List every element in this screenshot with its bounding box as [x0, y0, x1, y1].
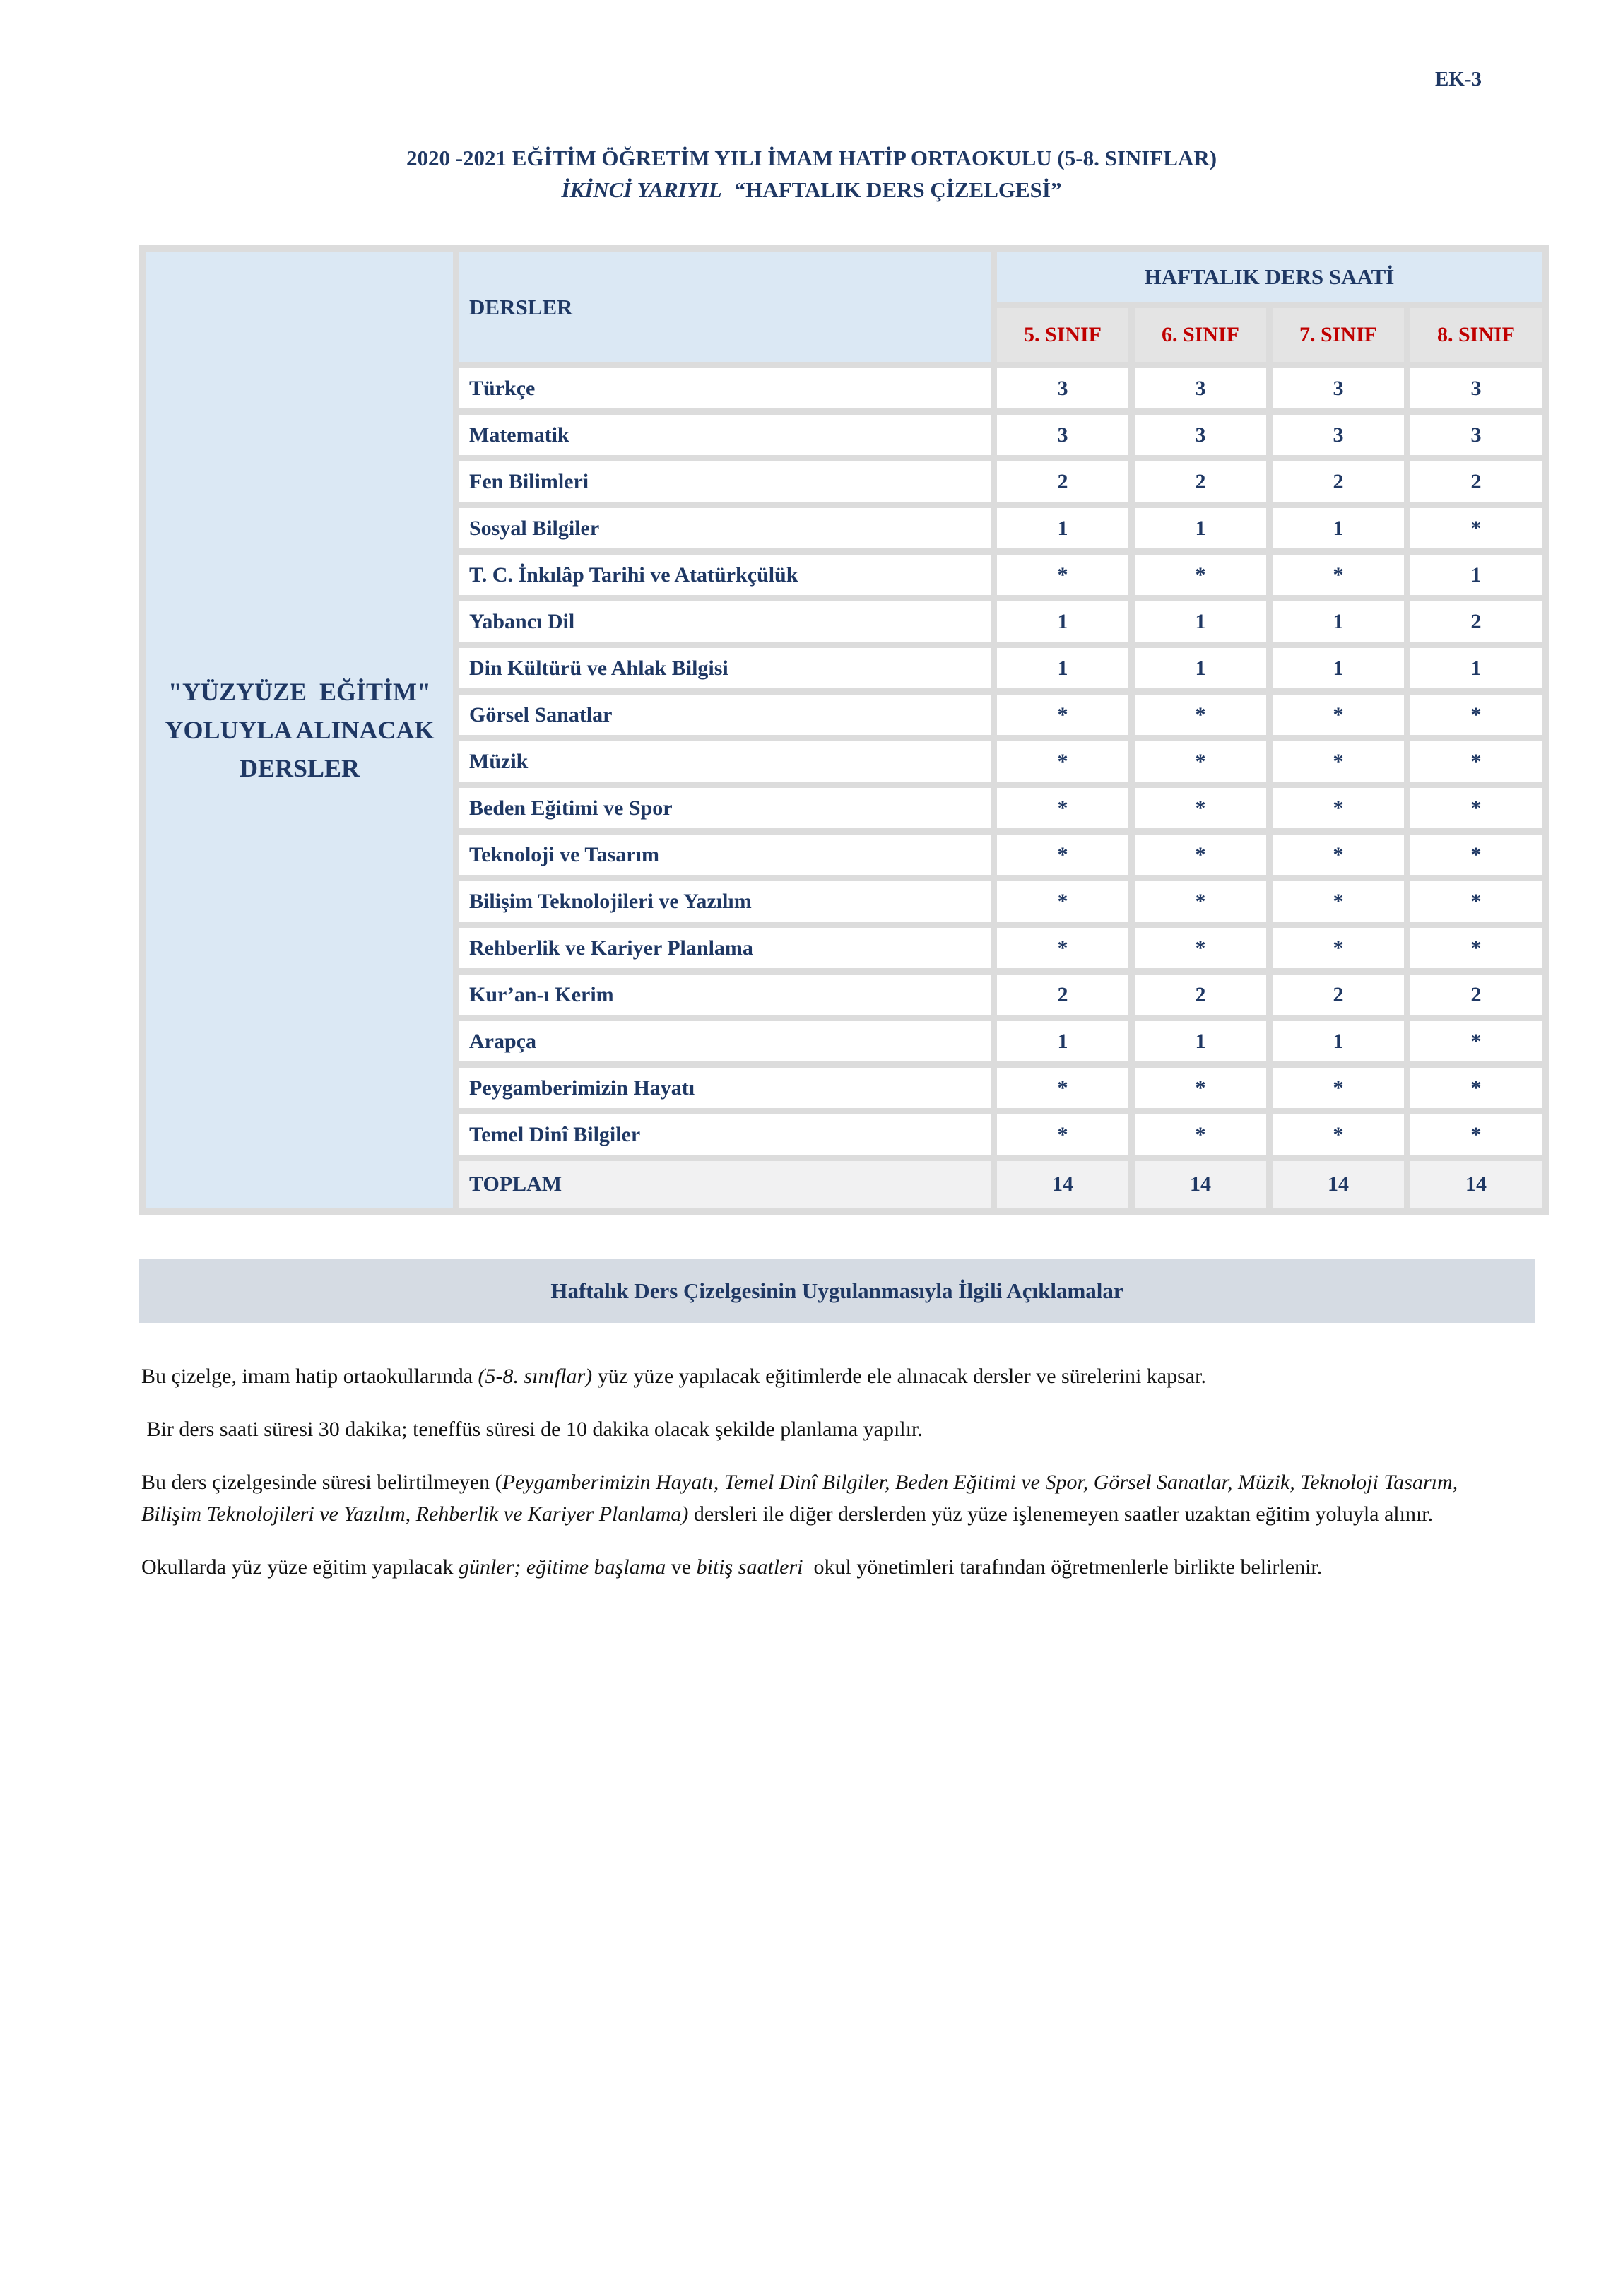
- notes-paragraph: [141, 1413, 1512, 1445]
- grade-header-cell: 5. SINIF: [997, 308, 1128, 362]
- notes-paragraph: [141, 1360, 1512, 1392]
- schedule-table: [139, 245, 1549, 1215]
- notes-text-italic: (5-8. sınıflar): [478, 1365, 593, 1388]
- hours-cell: *: [997, 555, 1128, 595]
- hours-cell: *: [1135, 788, 1266, 828]
- hours-cell: *: [1135, 695, 1266, 735]
- notes-paragraphs: [141, 1360, 1512, 1583]
- total-row-label: TOPLAM: [459, 1161, 991, 1208]
- hours-cell: *: [1135, 1068, 1266, 1108]
- doc-code: EK-3: [1434, 68, 1482, 90]
- hours-cell: *: [1135, 928, 1266, 968]
- hours-cell: 3: [1410, 368, 1542, 408]
- notes-text-italic: günler; eğitime başlama: [459, 1555, 666, 1579]
- course-cell: T. C. İnkılâp Tarihi ve Atatürkçülük: [459, 555, 991, 595]
- notes-header-bar: [139, 1259, 1535, 1323]
- hours-cell: 1: [1410, 555, 1542, 595]
- hours-cell: 3: [1135, 368, 1266, 408]
- notes-text: Bu ders çizelgesinde süresi belirtilmeyen (: [141, 1471, 502, 1494]
- title-line1: 2020 -2021 EĞİTİM ÖĞRETİM YILI İMAM HATİP ORTAOKULU (5-8. SINIFLAR): [406, 146, 1217, 170]
- hours-cell: *: [1273, 881, 1404, 922]
- total-hours-cell: 14: [1410, 1161, 1542, 1208]
- hours-cell: *: [997, 1114, 1128, 1155]
- hours-cell: *: [1273, 695, 1404, 735]
- notes-text-italic: Peygamberimizin Hayatı, Temel Dinî Bilgiler, Beden Eğitimi ve Spor, Görsel Sanatlar, Müzik, Teknoloji Tasarım, Bilişim Teknolojileri ve Yazılım, Rehberlik ve Kariyer Planlama): [141, 1471, 1463, 1526]
- side-label-line: YOLUYLA ALINACAK: [165, 716, 435, 744]
- course-cell: Beden Eğitimi ve Spor: [459, 788, 991, 828]
- hours-cell: 1: [1273, 508, 1404, 548]
- grade-header-cell: 8. SINIF: [1410, 308, 1542, 362]
- hours-cell: 2: [997, 975, 1128, 1015]
- course-cell: Görsel Sanatlar: [459, 695, 991, 735]
- course-cell: Fen Bilimleri: [459, 461, 991, 502]
- total-hours-cell: 14: [997, 1161, 1128, 1208]
- hours-cell: *: [1273, 555, 1404, 595]
- hours-cell: 1: [1135, 1021, 1266, 1061]
- course-cell: Peygamberimizin Hayatı: [459, 1068, 991, 1108]
- hours-cell: 3: [1273, 415, 1404, 455]
- courses-header-cell: DERSLER: [459, 252, 991, 362]
- hours-cell: 1: [1273, 1021, 1404, 1061]
- hours-cell: 3: [997, 415, 1128, 455]
- hours-cell: *: [1273, 835, 1404, 875]
- hours-cell: 2: [1273, 975, 1404, 1015]
- hours-cell: *: [1410, 1114, 1542, 1155]
- notes-text: dersleri ile diğer derslerden yüz yüze işlenemeyen saatler uzaktan eğitim yoluyla alınır.: [688, 1502, 1434, 1526]
- hours-cell: *: [1410, 835, 1542, 875]
- hours-cell: *: [1273, 1114, 1404, 1155]
- course-cell: Bilişim Teknolojileri ve Yazılım: [459, 881, 991, 922]
- hours-cell: *: [1410, 1021, 1542, 1061]
- hours-cell: 3: [1273, 368, 1404, 408]
- grade-header-cell: 6. SINIF: [1135, 308, 1266, 362]
- hours-cell: 2: [1410, 975, 1542, 1015]
- page-title: [0, 147, 1623, 201]
- side-label-line: DERSLER: [239, 754, 360, 782]
- side-label: [146, 252, 453, 1208]
- total-hours-cell: 14: [1135, 1161, 1266, 1208]
- hours-cell: 1: [1273, 601, 1404, 642]
- hours-cell: *: [1135, 1114, 1266, 1155]
- hours-cell: *: [1410, 741, 1542, 782]
- course-cell: Temel Dinî Bilgiler: [459, 1114, 991, 1155]
- notes-text: Bu çizelge, imam hatip ortaokullarında: [141, 1365, 478, 1388]
- hours-cell: 1: [997, 1021, 1128, 1061]
- hours-cell: *: [997, 835, 1128, 875]
- hours-cell: 2: [1135, 461, 1266, 502]
- hours-cell: *: [997, 695, 1128, 735]
- hours-cell: 1: [997, 601, 1128, 642]
- hours-cell: *: [1410, 881, 1542, 922]
- course-cell: Din Kültürü ve Ahlak Bilgisi: [459, 648, 991, 688]
- hours-cell: *: [997, 741, 1128, 782]
- hours-cell: 1: [1135, 601, 1266, 642]
- total-hours-cell: 14: [1273, 1161, 1404, 1208]
- notes-text: Okullarda yüz yüze eğitim yapılacak: [141, 1555, 459, 1579]
- hours-cell: 2: [997, 461, 1128, 502]
- hours-cell: 2: [1135, 975, 1266, 1015]
- subtitle-quoted: “HAFTALIK DERS ÇİZELGESİ”: [734, 177, 1062, 202]
- hours-cell: *: [1410, 928, 1542, 968]
- course-cell: Yabancı Dil: [459, 601, 991, 642]
- hours-cell: 1: [997, 648, 1128, 688]
- hours-cell: 1: [1273, 648, 1404, 688]
- hours-cell: *: [1273, 741, 1404, 782]
- notes-text: yüz yüze yapılacak eğitimlerde ele alınacak dersler ve sürelerini kapsar.: [592, 1365, 1206, 1388]
- hours-cell: *: [997, 928, 1128, 968]
- hours-cell: 3: [1410, 415, 1542, 455]
- course-cell: Rehberlik ve Kariyer Planlama: [459, 928, 991, 968]
- hours-cell: *: [1273, 1068, 1404, 1108]
- hours-cell: *: [997, 788, 1128, 828]
- hours-cell: 1: [1410, 648, 1542, 688]
- title-line2: [0, 179, 1623, 201]
- hours-cell: 1: [997, 508, 1128, 548]
- grade-header-cell: 7. SINIF: [1273, 308, 1404, 362]
- notes-text: okul yönetimleri tarafından öğretmenlerle birlikte belirlenir.: [803, 1555, 1323, 1579]
- hours-cell: *: [1135, 835, 1266, 875]
- hours-cell: *: [1410, 788, 1542, 828]
- hours-cell: 3: [997, 368, 1128, 408]
- hours-cell: *: [1410, 508, 1542, 548]
- course-cell: Sosyal Bilgiler: [459, 508, 991, 548]
- hours-cell: *: [1135, 741, 1266, 782]
- hours-header-cell: HAFTALIK DERS SAATİ: [997, 252, 1542, 302]
- hours-cell: 3: [1135, 415, 1266, 455]
- course-cell: Türkçe: [459, 368, 991, 408]
- course-cell: Matematik: [459, 415, 991, 455]
- notes-text: Bir ders saati süresi 30 dakika; teneffüs süresi de 10 dakika olacak şekilde planlama yapılır.: [141, 1418, 923, 1441]
- course-cell: Arapça: [459, 1021, 991, 1061]
- hours-cell: 2: [1273, 461, 1404, 502]
- hours-cell: 2: [1410, 601, 1542, 642]
- hours-cell: *: [1410, 695, 1542, 735]
- subtitle-term: İKİNCİ YARIYIL: [562, 177, 722, 206]
- hours-cell: 2: [1410, 461, 1542, 502]
- hours-cell: *: [1273, 788, 1404, 828]
- notes-paragraph: [141, 1551, 1512, 1583]
- course-cell: Müzik: [459, 741, 991, 782]
- course-cell: Teknoloji ve Tasarım: [459, 835, 991, 875]
- hours-cell: *: [1135, 555, 1266, 595]
- hours-cell: *: [1273, 928, 1404, 968]
- hours-cell: *: [1410, 1068, 1542, 1108]
- hours-cell: 1: [1135, 648, 1266, 688]
- hours-cell: *: [1135, 881, 1266, 922]
- hours-cell: *: [997, 881, 1128, 922]
- hours-cell: *: [997, 1068, 1128, 1108]
- notes-paragraph: [141, 1466, 1512, 1530]
- notes-text: ve: [666, 1555, 697, 1579]
- course-cell: Kur’an-ı Kerim: [459, 975, 991, 1015]
- notes-text-italic: bitiş saatleri: [696, 1555, 803, 1579]
- hours-cell: 1: [1135, 508, 1266, 548]
- side-label-line: "YÜZYÜZE EĞİTİM": [167, 678, 432, 706]
- notes-header-label: Haftalık Ders Çizelgesinin Uygulanmasıyla İlgili Açıklamalar: [550, 1278, 1123, 1303]
